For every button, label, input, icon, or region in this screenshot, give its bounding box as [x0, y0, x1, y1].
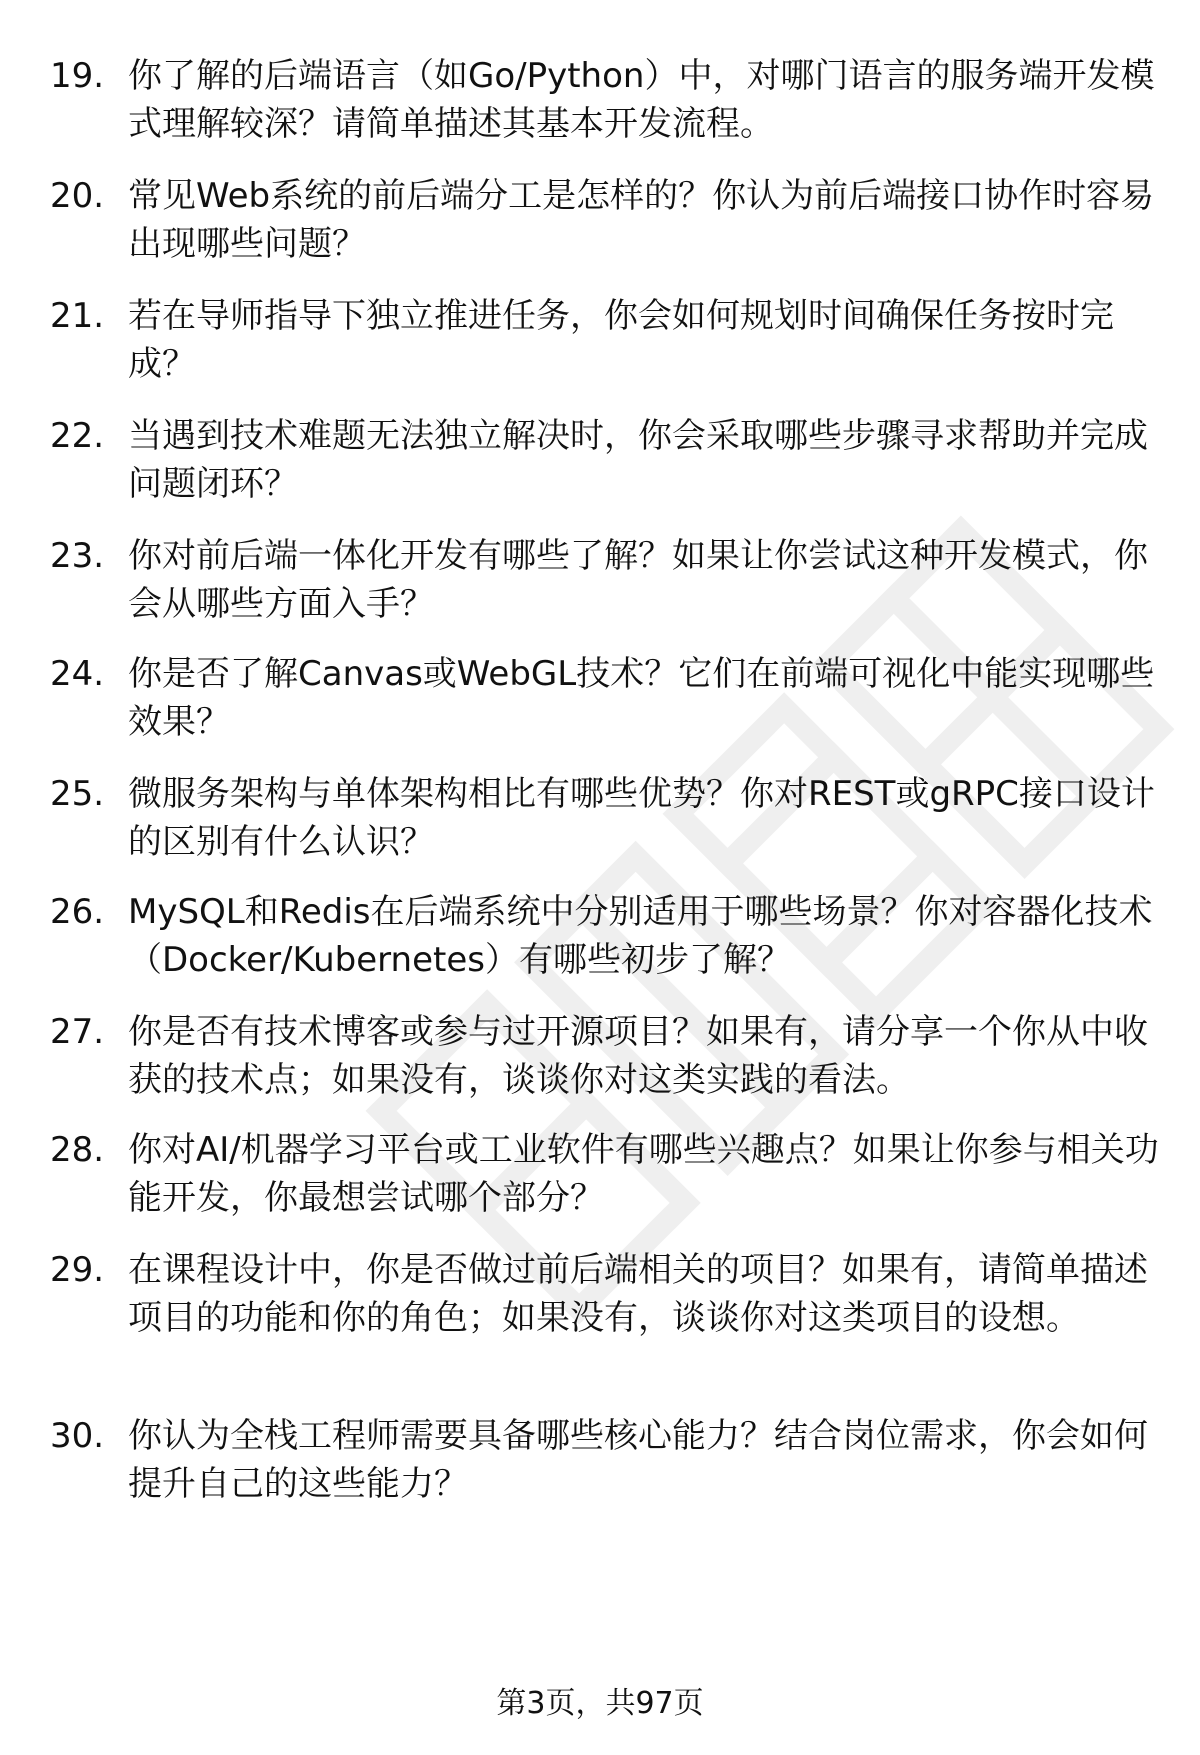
- question-number: 24.: [50, 654, 105, 694]
- question-number: 20.: [50, 176, 105, 216]
- question-text: 你对AI/机器学习平台或工业软件有哪些兴趣点？如果让你参与相关功能开发，你最想尝试哪个部分？: [128, 1130, 1159, 1218]
- question-text: 当遇到技术难题无法独立解决时，你会采取哪些步骤寻求帮助并完成问题闭环？: [128, 416, 1148, 504]
- question-number: 19.: [50, 56, 105, 96]
- question-text: 你是否有技术博客或参与过开源项目？如果有，请分享一个你从中收获的技术点；如果没有，谈谈你对这类实践的看法。: [128, 1012, 1148, 1100]
- question-text: 你是否了解Canvas或WebGL技术？它们在前端可视化中能实现哪些效果？: [128, 654, 1155, 742]
- question-number: 29.: [50, 1250, 105, 1290]
- question-number: 26.: [50, 892, 105, 932]
- question-text: 若在导师指导下独立推进任务，你会如何规划时间确保任务按时完成？: [128, 296, 1114, 384]
- question-text: 在课程设计中，你是否做过前后端相关的项目？如果有，请简单描述项目的功能和你的角色；如果没有，谈谈你对这类项目的设想。: [128, 1250, 1148, 1338]
- question-number: 27.: [50, 1012, 105, 1052]
- question-text: 微服务架构与单体架构相比有哪些优势？你对REST或gRPC接口设计的区别有什么认识？: [128, 774, 1155, 862]
- question-number: 22.: [50, 416, 105, 456]
- question-text: 常见Web系统的前后端分工是怎样的？你认为前后端接口协作时容易出现哪些问题？: [128, 176, 1155, 264]
- question-number: 28.: [50, 1130, 105, 1170]
- question-text: 你了解的后端语言（如Go/Python）中，对哪门语言的服务端开发模式理解较深？请简单描述其基本开发流程。: [128, 56, 1155, 144]
- question-number: 21.: [50, 296, 105, 336]
- question-number: 30.: [50, 1416, 105, 1456]
- question-text: 你对前后端一体化开发有哪些了解？如果让你尝试这种开发模式，你会从哪些方面入手？: [128, 536, 1148, 624]
- question-text: MySQL和Redis在后端系统中分别适用于哪些场景？你对容器化技术（Docker/Kubernetes）有哪些初步了解？: [128, 892, 1153, 980]
- question-number: 23.: [50, 536, 105, 576]
- page-number-footer: 第3页，共97页: [496, 1686, 704, 1721]
- question-text: 你认为全栈工程师需要具备哪些核心能力？结合岗位需求，你会如何提升自己的这些能力？: [128, 1416, 1148, 1504]
- question-number: 25.: [50, 774, 105, 814]
